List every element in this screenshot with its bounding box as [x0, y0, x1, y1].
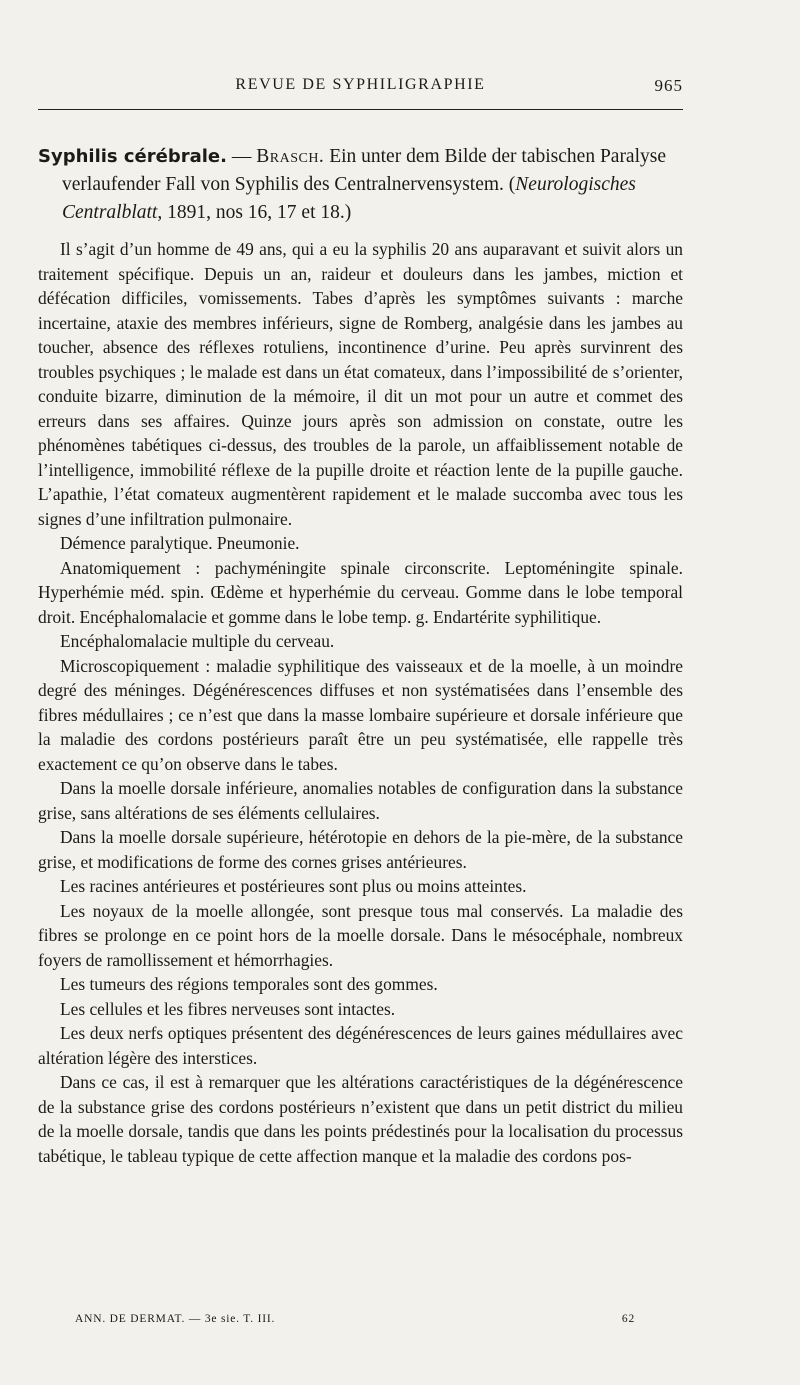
- journal-name: Neurologisches Centralblatt: [62, 174, 636, 223]
- header-rule: [38, 109, 683, 110]
- article-title-main: Ein unter dem Bilde der tabischen Paralyse verlaufender Fall von Syphilis des Centralnervensystem. (: [62, 146, 667, 195]
- page-number: 965: [654, 76, 683, 95]
- paragraph: Dans la moelle dorsale inférieure, anomalies notables de configuration dans la substance grise, sans altérations de ses éléments cellulaires.: [38, 778, 683, 823]
- article-body: [38, 237, 683, 1168]
- article-subject: Syphilis cérébrale.: [38, 146, 227, 167]
- paragraph: Il s’agit d’un homme de 49 ans, qui a eu la syphilis 20 ans auparavant et suivit alors un traitement spécifique. Depuis un an, raideur et douleurs dans les jambes, miction et défécation difficiles, vomissements. Tabes d’après les symptômes suivants : marche incertaine, ataxie des membres inférieurs, signe de Romberg, analgésie dans les jambes au toucher, absence des réflexes rotuliens, incontinence d’urine. Peu après survinrent des troubles psychiques ; le malade est dans un état comateux, dans l’impossibilité de s’orienter, conduite bizarre, diminution de la mémoire, il dit un mot pour un autre et commet des erreurs dans ses affaires. Quinze jours après son admission on constate, outre les phénomènes tabétiques ci-dessus, des troubles de la parole, un affaiblissement notable de l’intelligence, immobilité réflexe de la pupille droite et réaction lente de la pupille gauche. L’apathie, l’état comateux augmentèrent rapidement et le malade succomba avec tous les signes d’une infiltration pulmonaire.: [38, 239, 683, 529]
- article-title: [38, 143, 683, 227]
- running-head: [38, 76, 683, 98]
- paragraph: Dans ce cas, il est à remarquer que les altérations caractéristiques de la dégénérescence de la substance grise des cordons postérieurs n’existent que dans un petit district du milieu de la moelle dorsale, tandis que dans les points prédestinés pour la localisation du processus tabétique, le tableau typique de cette affection manque et la maladie des cordons pos-: [38, 1072, 683, 1166]
- paragraph: Anatomiquement : pachyméningite spinale circonscrite. Leptoméningite spinale. Hyperhémie méd. spin. Œdème et hyperhémie du cerveau. Gomme dans le lobe temporal droit. Encéphalomalacie et gomme dans le lobe temp. g. Endartérite syphilitique.: [38, 557, 683, 627]
- paragraph: Les cellules et les fibres nerveuses sont intactes.: [60, 998, 396, 1019]
- running-title: REVUE DE SYPHILIGRAPHIE: [235, 76, 486, 93]
- paragraph: Encéphalomalacie multiple du cerveau.: [60, 631, 335, 651]
- paragraph: Les deux nerfs optiques présentent des dégénérescences de leurs gaines médullaires avec altération légère des interstices.: [38, 1023, 683, 1068]
- printer-signature: ANN. DE DERMAT. — 3e sie. T. III.: [75, 1313, 276, 1325]
- paragraph: Les racines antérieures et postérieures sont plus ou moins atteintes.: [60, 876, 527, 896]
- paragraph: Microscopiquement : maladie syphilitique des vaisseaux et de la moelle, à un moindre degré des méninges. Dégénérescences diffuses et non systématisées dans l’ensemble des fibres médullaires ; ce n’est que dans la masse lombaire supérieure et dorsale inférieure que la maladie des cordons postérieurs paraît être un peu systématisée, elle rappelle très exactement ce qu’on observe dans le tabes.: [38, 655, 683, 774]
- page-footer: [75, 1313, 635, 1329]
- paragraph: Dans la moelle dorsale supérieure, hétérotopie en dehors de la pie-mère, de la substance grise, et modifications de forme des cornes grises antérieures.: [38, 827, 683, 872]
- article: [38, 143, 683, 1168]
- paragraph: Démence paralytique. Pneumonie.: [60, 533, 300, 553]
- title-dash: —: [226, 146, 257, 167]
- journal-citation: , 1891, nos 16, 17 et 18.): [157, 202, 352, 223]
- paragraph: Les tumeurs des régions temporales sont des gommes.: [60, 974, 438, 994]
- sheet-number: 62: [621, 1313, 635, 1325]
- paragraph: Les noyaux de la moelle allongée, sont presque tous mal conservés. La maladie des fibres se prolonge en ce point hors de la moelle dorsale. Dans le mésocéphale, nombreux foyers de ramollissement et hémorrhagies.: [38, 900, 683, 970]
- article-author: Brasch.: [256, 146, 325, 167]
